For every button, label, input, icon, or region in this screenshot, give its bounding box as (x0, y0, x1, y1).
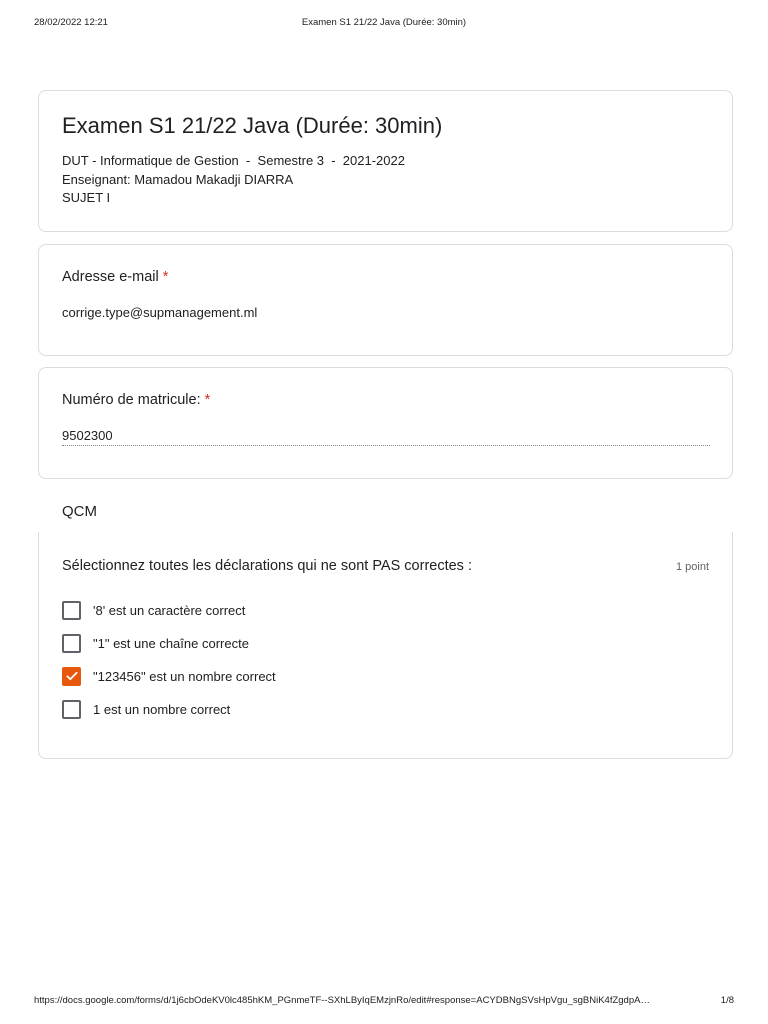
matricule-label: Numéro de matricule: (62, 392, 201, 408)
checkmark-icon (65, 669, 79, 683)
print-footer (34, 995, 734, 1009)
checkbox[interactable] (62, 601, 81, 620)
print-header (0, 17, 768, 31)
print-page-number: 1/8 (720, 995, 734, 1006)
form-description-line: Enseignant: Mamadou Makadji DIARRA (62, 171, 294, 187)
email-question-card (38, 244, 733, 356)
checkbox[interactable] (62, 634, 81, 653)
checkbox[interactable] (62, 667, 81, 686)
qcm-option-label: "123456" est un nombre correct (93, 668, 276, 684)
checkbox[interactable] (62, 700, 81, 719)
form-description (62, 152, 405, 208)
form-description-line: SUJET I (62, 190, 111, 205)
matricule-input[interactable]: 9502300 (62, 428, 710, 446)
qcm-question-title: Sélectionnez toutes les déclarations qui ne sont PAS correctes : (62, 558, 472, 574)
points-badge: 1 point (675, 561, 709, 573)
email-question-title (62, 269, 168, 285)
email-label: Adresse e-mail (62, 269, 159, 285)
form-title: Examen S1 21/22 Java (Durée: 30min) (62, 113, 443, 138)
qcm-option-label: '8' est un caractère correct (93, 602, 246, 618)
qcm-option-label: 1 est un nombre correct (93, 701, 231, 717)
print-datetime: 28/02/2022 12:21 (34, 17, 108, 28)
print-url: https://docs.google.com/forms/d/1j6cbOdeKV0lc485hKM_PGnmeTF--SXhLByIqEMzjnRo/edit#response=ACYDBNgSVsHpVgu_sgBNiK4fZgdpA… (34, 995, 650, 1006)
email-value: corrige.type@supmanagement.ml (62, 305, 258, 320)
qcm-question-card (38, 532, 733, 759)
required-mark: * (162, 269, 169, 285)
qcm-option[interactable] (62, 666, 276, 686)
form-header-card (38, 90, 733, 232)
matricule-question-title (62, 392, 210, 408)
section-title: QCM (62, 503, 97, 520)
qcm-option[interactable] (62, 600, 245, 620)
matricule-question-card (38, 367, 733, 479)
print-doc-title: Examen S1 21/22 Java (Durée: 30min) (301, 17, 467, 28)
required-mark: * (204, 392, 211, 408)
qcm-option-label: "1" est une chaîne correcte (93, 635, 249, 651)
qcm-option[interactable] (62, 633, 249, 653)
qcm-option[interactable] (62, 699, 230, 719)
form-description-line: DUT - Informatique de Gestion - Semestre 3 - 2021-2022 (62, 153, 405, 168)
